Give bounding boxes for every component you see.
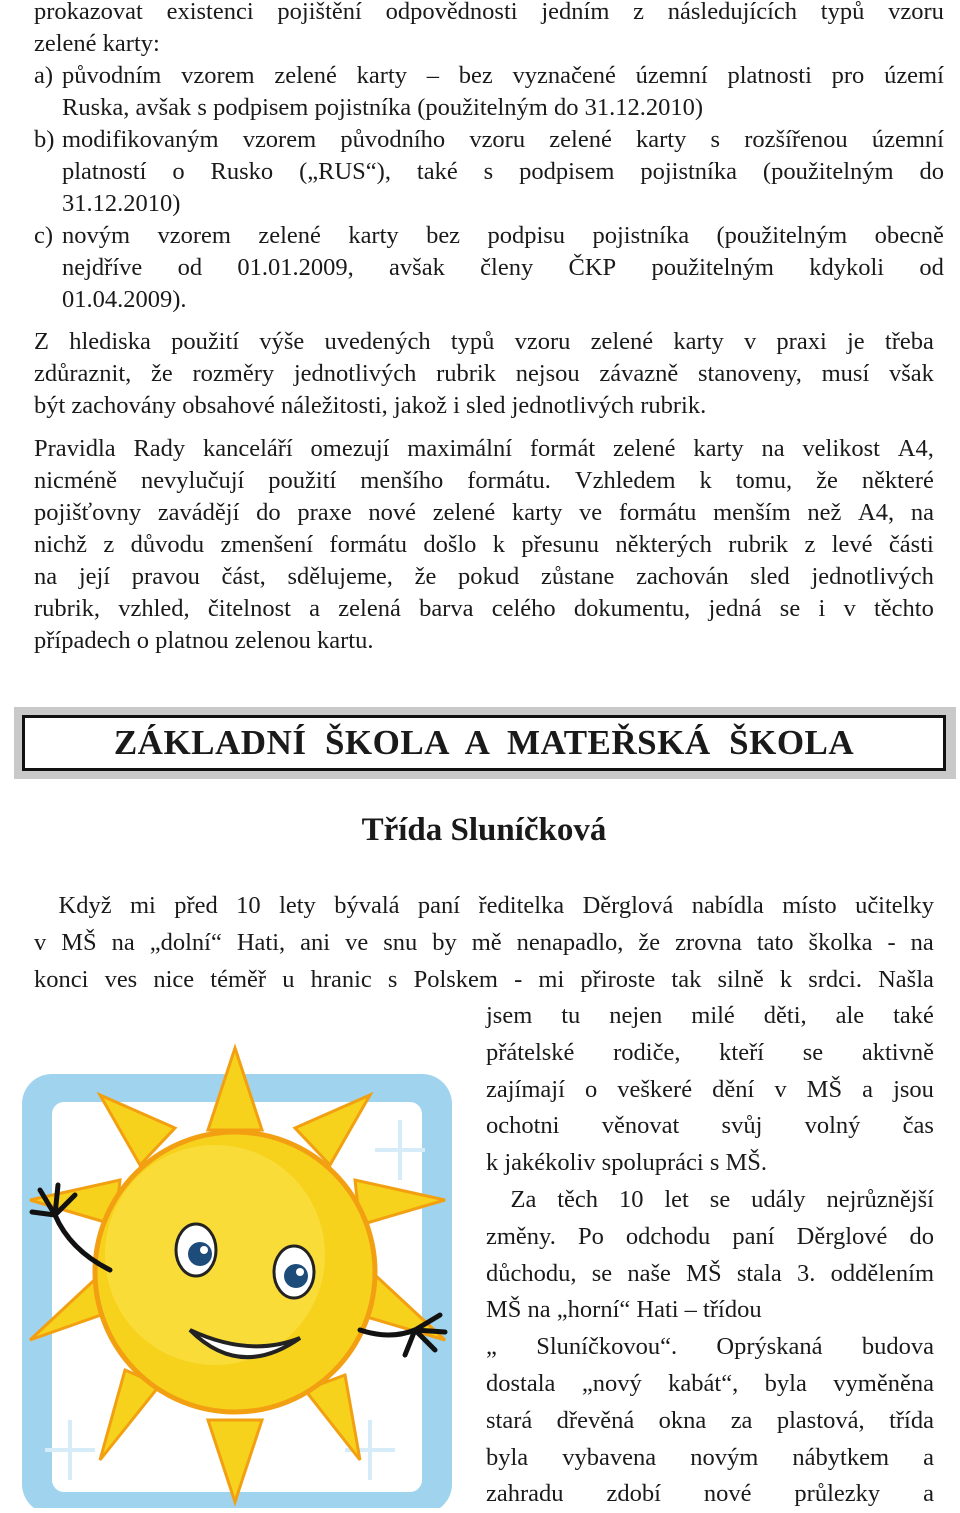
banner-title: ZÁKLADNÍ ŠKOLA A MATEŘSKÁ ŠKOLA xyxy=(22,715,946,771)
list-line: původním vzorem zelené karty – bez vyznačené územní platnosti pro území xyxy=(62,62,944,89)
paragraph-line: nichž z důvodu zmenšení formátu došlo k přesunu některých rubrik z levé části xyxy=(34,531,934,558)
list-item-b xyxy=(34,124,944,220)
paragraph-line: rubrik, vzhled, čitelnost a zelená barva celého dokumentu, jedná se i v těchto xyxy=(34,595,934,622)
article-line: Když mi před 10 lety bývalá paní ředitelka Děrglová nabídla místo učitelky xyxy=(34,892,934,919)
paragraph-1 xyxy=(34,326,934,422)
section-title: Třída Sluníčková xyxy=(361,812,607,848)
article-line: důchodu, se naše MŠ stala 3. oddělením xyxy=(486,1259,934,1287)
list-item-c xyxy=(34,220,944,316)
list-line: novým vzorem zelené karty bez podpisu pojistníka (použitelným obecně xyxy=(62,222,944,249)
article-intro xyxy=(34,887,934,998)
paragraph-line: Pravidla Rady kanceláří omezují maximální formát zelené karty na velikost A4, xyxy=(34,435,934,462)
intro-line-1: prokazovat existenci pojištění odpovědnosti jedním z následujících typů vzoru xyxy=(34,0,944,25)
paragraph-line: Z hlediska použití výše uvedených typů vzoru zelené karty v praxi je třeba xyxy=(34,328,934,355)
paragraph-line: pojišťovny zavádějí do praxe nové zelené karty ve formátu menším než A4, na xyxy=(34,499,934,526)
list-line: modifikovaným vzorem původního vzoru zelené karty s rozšířenou územní xyxy=(62,126,944,153)
section-banner xyxy=(14,707,956,779)
article-line: dostala „nový kabát“, byla vyměněna xyxy=(486,1369,934,1397)
article-line: jsem tu nejen milé děti, ale také xyxy=(486,1002,934,1029)
paragraph-2 xyxy=(34,433,934,657)
paragraph-line: být zachovány obsahové náležitosti, jakož i sled jednotlivých rubrik. xyxy=(34,392,707,419)
list-marker: b) xyxy=(34,126,55,153)
article-line: zahradu zdobí nové průlezky a xyxy=(486,1480,934,1508)
article-line: MŠ na „horní“ Hati – třídou xyxy=(486,1296,762,1324)
list-line: 01.04.2009). xyxy=(62,286,187,313)
article-line: ochotni věnovat svůj volný čas xyxy=(486,1112,934,1140)
article-line: k jakékoliv spolupráci s MŠ. xyxy=(486,1149,768,1177)
paragraph-line: na její pravou část, sdělujeme, že pokud zůstane zachován sled jednotlivých xyxy=(34,563,934,590)
sun-icon xyxy=(0,1040,470,1508)
paragraph-line: zdůraznit, že rozměry jednotlivých rubrik nejsou závazně stanoveny, musí však xyxy=(34,360,934,387)
paragraph-line: nicméně nevylučují použití menšího formátu. Vzhledem k tomu, že některé xyxy=(34,467,934,494)
article-line: v MŠ na „dolní“ Hati, ani ve snu by mě nenapadlo, že zrovna tato školka - na xyxy=(34,929,934,956)
article-line: byla vybavena novým nábytkem a xyxy=(486,1443,934,1471)
article-line: „ Sluníčkovou“. Oprýskaná budova xyxy=(486,1333,934,1361)
intro xyxy=(34,0,944,60)
list-line: nejdříve od 01.01.2009, avšak členy ČKP použitelným kdykoli od xyxy=(62,254,944,281)
article-column xyxy=(486,998,934,1513)
list-item-a xyxy=(34,60,944,124)
intro-line-2: zelené karty: xyxy=(34,30,160,57)
article-line: změny. Po odchodu paní Děrglové do xyxy=(486,1222,934,1250)
paragraph-line: případech o platnou zelenou kartu. xyxy=(34,627,374,654)
list-line: Ruska, avšak s podpisem pojistníka (použitelným do 31.12.2010) xyxy=(62,94,704,121)
article-line: Za těch 10 let se udály nejrůznější xyxy=(486,1185,934,1213)
list-marker: c) xyxy=(34,222,54,249)
article-line: přátelské rodiče, kteří se aktivně xyxy=(486,1038,934,1066)
list-line: platností o Rusko („RUS“), také s podpisem pojistníka (použitelným do xyxy=(62,158,944,185)
article-line: konci ves nice téměř u hranic s Polskem - mi přiroste tak silně k srdci. Našla xyxy=(34,966,934,993)
list-line: 31.12.2010) xyxy=(62,190,181,217)
article-line: stará dřevěná okna za plastová, třída xyxy=(486,1406,934,1434)
list-marker: a) xyxy=(34,62,54,89)
article-line: zajímají o veškeré dění v MŠ a jsou xyxy=(486,1075,934,1103)
